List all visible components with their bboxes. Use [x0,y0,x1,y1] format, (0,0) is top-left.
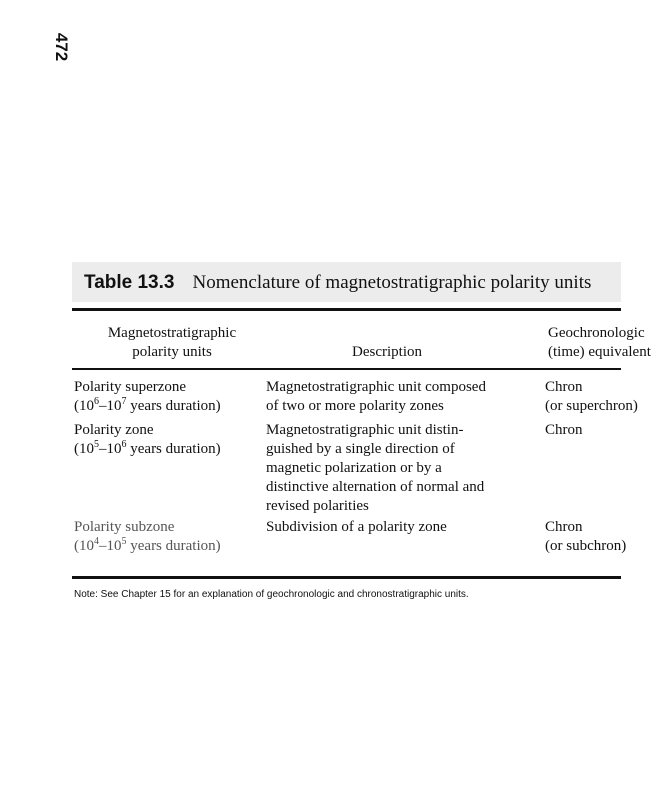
table-label: Table 13.3 [84,272,175,293]
equivalent-line: (or subchron) [545,538,627,554]
description-line: revised polarities [266,498,369,514]
table-row-unit [74,518,264,556]
table-header-rule [72,368,621,370]
unit-name: Polarity zone [74,422,154,438]
header-line: Geochronologic [548,325,645,341]
table-top-rule [72,308,621,311]
header-polarity-units [74,324,270,362]
equivalent-line: Chron [545,422,583,438]
description-line: distinctive alternation of normal and [266,479,485,495]
unit-name: Polarity superzone [74,379,187,395]
table-row-equivalent [545,518,627,556]
unit-duration: ($10^5-10^6$ years duration) [74,439,221,457]
table-row-description [266,378,542,416]
table-note: Note: See Chapter 15 for an explanation of geochronologic and chronostratigraphic units. [74,589,469,600]
header-geochronologic-equivalent [548,324,651,362]
description-line: of two or more polarity zones [266,398,444,414]
table-row-unit [74,378,264,416]
equivalent-line: Chron [545,379,583,395]
description-line: Magnetostratigraphic unit composed [266,379,486,395]
header-line: polarity units [132,344,212,360]
unit-name: Polarity subzone [74,519,175,535]
header-line [266,324,508,343]
table-caption [84,272,621,294]
table-row-description [266,421,542,516]
header-line: (time) equivalent [548,344,651,360]
equivalent-line: (or superchron) [545,398,638,414]
page-number: 472 [52,32,71,62]
description-line: guished by a single direction of [266,441,455,457]
equivalent-line: Chron [545,519,583,535]
description-line: magnetic polarization or by a [266,460,442,476]
unit-duration: ($10^6-10^7$ years duration) [74,396,221,414]
header-line: Magnetostratigraphic [107,325,237,341]
table-row-equivalent [545,378,638,416]
table-row-equivalent [545,421,621,440]
header-line: Description [352,344,422,360]
table-row-unit [74,421,264,459]
description-line: Magnetostratigraphic unit distin- [266,422,464,438]
header-description [266,324,508,362]
table-title: Nomenclature of magnetostratigraphic polarity units [192,272,592,293]
table-bottom-rule [72,576,621,579]
unit-duration: ($10^4-10^5$ years duration) [74,536,221,554]
table-row-description [266,518,542,537]
description-line: Subdivision of a polarity zone [266,519,447,535]
